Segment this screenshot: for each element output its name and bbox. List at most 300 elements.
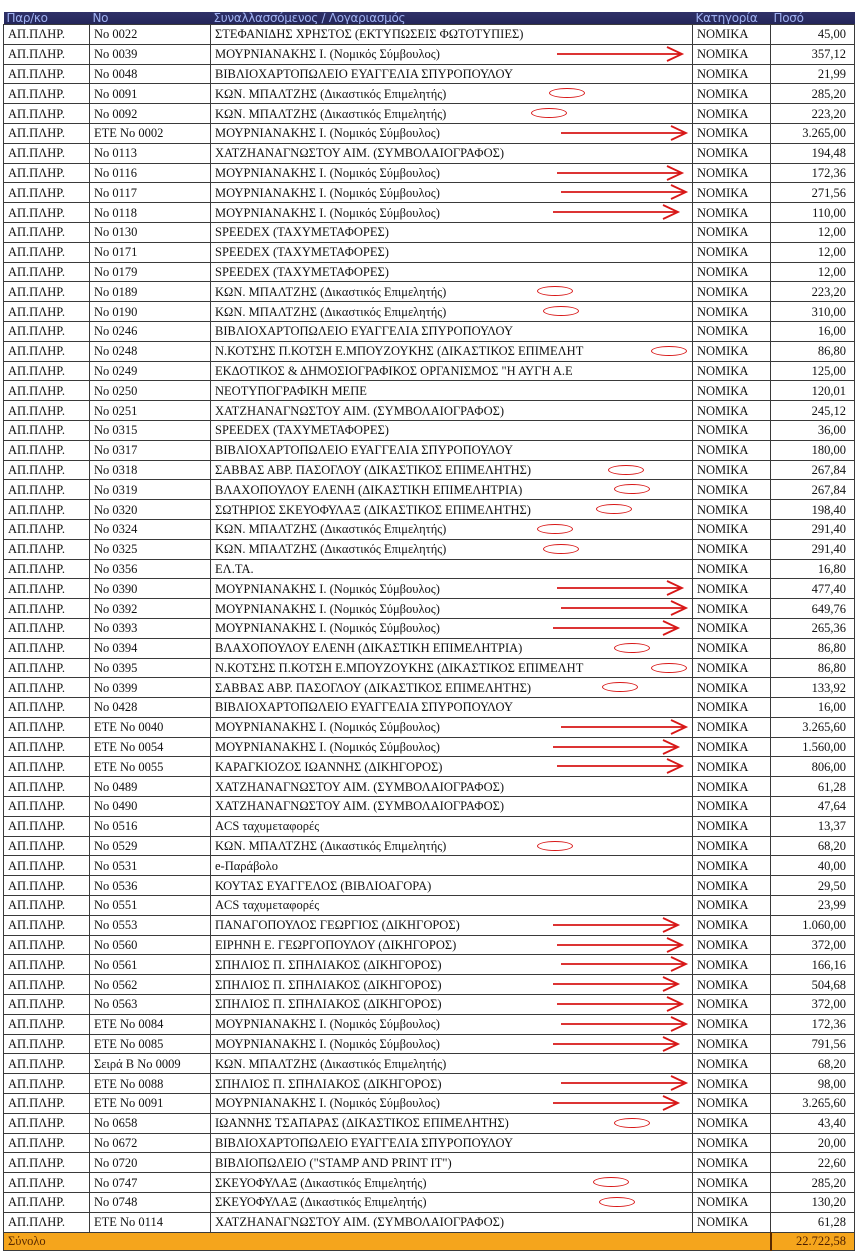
- row-type-cell: [4, 1173, 90, 1193]
- table-row: [4, 1173, 855, 1193]
- row-party-cell: [211, 480, 693, 500]
- row-number-text: ΕΤΕ No 0085: [94, 1037, 164, 1052]
- row-category-cell: [693, 282, 771, 302]
- row-number-cell: [90, 856, 211, 876]
- row-party-text: ΜΟΥΡΝΙΑΝΑΚΗΣ Ι. (Νομικός Σύμβουλος): [215, 205, 440, 220]
- row-category-text: ΝΟΜΙΚΑ: [697, 898, 749, 913]
- row-party-cell: [211, 222, 693, 242]
- row-type-text: ΑΠ.ΠΛΗΡ.: [8, 66, 66, 81]
- row-party-cell: [211, 460, 693, 480]
- row-amount-cell: [771, 1034, 855, 1054]
- table-row: [4, 104, 855, 124]
- row-type-cell: [4, 1113, 90, 1133]
- row-amount-text: 310,00: [811, 304, 846, 319]
- table-row: [4, 222, 855, 242]
- row-type-text: ΑΠ.ΠΛΗΡ.: [8, 1136, 66, 1151]
- table-row: [4, 658, 855, 678]
- row-party-text: ΜΟΥΡΝΙΑΝΑΚΗΣ Ι. (Νομικός Σύμβουλος): [215, 1017, 440, 1032]
- row-amount-text: 68,20: [817, 1056, 846, 1071]
- row-amount-cell: [771, 163, 855, 183]
- row-number-cell: [90, 1193, 211, 1213]
- row-category-cell: [693, 539, 771, 559]
- row-amount-cell: [771, 282, 855, 302]
- total-label: Σύνολο: [4, 1232, 771, 1250]
- red-arrow-annotation-icon: [555, 45, 685, 63]
- table-row: [4, 262, 855, 282]
- row-type-cell: [4, 896, 90, 916]
- row-category-text: ΝΟΜΙΚΑ: [697, 700, 749, 715]
- row-party-text: ΚΩΝ. ΜΠΑΛΤΖΗΣ (Δικαστικός Επιμελητής): [215, 1056, 447, 1071]
- row-amount-text: 16,00: [817, 324, 846, 339]
- row-number-text: No 0395: [94, 660, 138, 675]
- row-amount-text: 372,00: [811, 938, 846, 953]
- table-row: [4, 797, 855, 817]
- row-category-cell: [693, 678, 771, 698]
- row-category-cell: [693, 975, 771, 995]
- row-number-cell: [90, 440, 211, 460]
- row-amount-cell: [771, 539, 855, 559]
- header-category: Κατηγορία: [693, 12, 771, 25]
- row-type-cell: [4, 816, 90, 836]
- row-party-cell: [211, 25, 693, 45]
- row-party-cell: [211, 183, 693, 203]
- row-amount-text: 271,56: [811, 185, 846, 200]
- row-category-text: ΝΟΜΙΚΑ: [697, 799, 749, 814]
- row-amount-cell: [771, 1094, 855, 1114]
- table-row: [4, 777, 855, 797]
- row-category-text: ΝΟΜΙΚΑ: [697, 542, 749, 557]
- red-arrow-annotation-icon: [551, 203, 681, 221]
- row-amount-text: 68,20: [817, 839, 846, 854]
- table-row: [4, 401, 855, 421]
- row-type-text: ΑΠ.ΠΛΗΡ.: [8, 383, 66, 398]
- row-party-cell: [211, 1173, 693, 1193]
- row-number-text: No 0356: [94, 561, 138, 576]
- row-category-text: ΝΟΜΙΚΑ: [697, 205, 749, 220]
- row-category-cell: [693, 341, 771, 361]
- row-number-cell: [90, 836, 211, 856]
- row-type-text: ΑΠ.ΠΛΗΡ.: [8, 641, 66, 656]
- row-number-cell: [90, 123, 211, 143]
- row-number-cell: [90, 955, 211, 975]
- row-party-text: ΠΑΝΑΓΟΠΟΥΛΟΣ ΓΕΩΡΓΙΟΣ (ΔΙΚΗΓΟΡΟΣ): [215, 918, 460, 933]
- row-category-cell: [693, 381, 771, 401]
- row-category-text: ΝΟΜΙΚΑ: [697, 680, 749, 695]
- table-row: [4, 282, 855, 302]
- row-party-cell: [211, 915, 693, 935]
- row-number-cell: [90, 995, 211, 1015]
- header-party: Συναλλασσόμενος / Λογαριασμός: [211, 12, 693, 25]
- table-row: [4, 816, 855, 836]
- table-row: [4, 183, 855, 203]
- row-amount-text: 12,00: [817, 245, 846, 260]
- row-category-text: ΝΟΜΙΚΑ: [697, 66, 749, 81]
- row-category-text: ΝΟΜΙΚΑ: [697, 1175, 749, 1190]
- row-number-text: No 0039: [94, 47, 138, 62]
- table-row: [4, 500, 855, 520]
- row-number-text: No 0171: [94, 245, 138, 260]
- row-amount-cell: [771, 935, 855, 955]
- row-amount-text: 245,12: [811, 403, 846, 418]
- row-type-cell: [4, 222, 90, 242]
- red-ellipse-annotation-icon: [537, 524, 573, 534]
- row-category-cell: [693, 44, 771, 64]
- row-amount-cell: [771, 836, 855, 856]
- row-party-cell: [211, 698, 693, 718]
- row-amount-text: 110,00: [812, 205, 846, 220]
- row-category-cell: [693, 737, 771, 757]
- row-party-cell: [211, 104, 693, 124]
- table-row: [4, 1212, 855, 1232]
- table-row: [4, 381, 855, 401]
- row-number-cell: [90, 618, 211, 638]
- row-category-text: ΝΟΜΙΚΑ: [697, 264, 749, 279]
- row-number-cell: [90, 262, 211, 282]
- table-row: [4, 975, 855, 995]
- row-number-cell: [90, 717, 211, 737]
- row-type-text: ΑΠ.ΠΛΗΡ.: [8, 799, 66, 814]
- row-amount-text: 791,56: [811, 1037, 846, 1052]
- row-amount-cell: [771, 222, 855, 242]
- table-row: [4, 1054, 855, 1074]
- row-party-text: ΒΙΒΛΙΟΧΑΡΤΟΠΩΛΕΙΟ ΕΥΑΓΓΕΛΙΑ ΣΠΥΡΟΠΟΥΛΟΥ: [215, 443, 513, 458]
- row-category-text: ΝΟΜΙΚΑ: [697, 858, 749, 873]
- row-category-cell: [693, 658, 771, 678]
- row-category-text: ΝΟΜΙΚΑ: [697, 1017, 749, 1032]
- table-row: [4, 460, 855, 480]
- row-type-text: ΑΠ.ΠΛΗΡ.: [8, 27, 66, 42]
- red-arrow-annotation-icon: [555, 995, 685, 1013]
- row-amount-cell: [771, 618, 855, 638]
- row-type-cell: [4, 955, 90, 975]
- row-category-cell: [693, 1212, 771, 1232]
- row-party-cell: [211, 242, 693, 262]
- row-category-text: ΝΟΜΙΚΑ: [697, 1076, 749, 1091]
- row-category-text: ΝΟΜΙΚΑ: [697, 363, 749, 378]
- table-row: [4, 1133, 855, 1153]
- red-arrow-annotation-icon: [559, 955, 689, 973]
- row-number-text: ΕΤΕ No 0091: [94, 1096, 164, 1111]
- row-type-cell: [4, 242, 90, 262]
- row-type-text: ΑΠ.ΠΛΗΡ.: [8, 542, 66, 557]
- table-row: [4, 856, 855, 876]
- red-arrow-annotation-icon: [555, 579, 685, 597]
- row-amount-text: 267,84: [811, 462, 846, 477]
- row-category-cell: [693, 935, 771, 955]
- row-category-text: ΝΟΜΙΚΑ: [697, 621, 749, 636]
- red-ellipse-annotation-icon: [549, 88, 585, 98]
- row-type-cell: [4, 539, 90, 559]
- row-number-cell: [90, 1054, 211, 1074]
- expense-table-sheet: [3, 12, 854, 1251]
- row-party-cell: [211, 1153, 693, 1173]
- row-amount-cell: [771, 104, 855, 124]
- row-amount-text: 3.265,60: [802, 1096, 846, 1111]
- row-category-cell: [693, 816, 771, 836]
- row-party-cell: [211, 579, 693, 599]
- row-number-text: No 0113: [94, 146, 137, 161]
- row-number-cell: [90, 975, 211, 995]
- row-number-cell: [90, 222, 211, 242]
- row-number-cell: [90, 401, 211, 421]
- row-amount-cell: [771, 717, 855, 737]
- row-type-text: ΑΠ.ΠΛΗΡ.: [8, 819, 66, 834]
- row-party-text: ΜΟΥΡΝΙΑΝΑΚΗΣ Ι. (Νομικός Σύμβουλος): [215, 621, 440, 636]
- row-type-cell: [4, 143, 90, 163]
- row-category-text: ΝΟΜΙΚΑ: [697, 1116, 749, 1131]
- row-amount-cell: [771, 381, 855, 401]
- row-amount-cell: [771, 599, 855, 619]
- row-category-cell: [693, 638, 771, 658]
- row-type-cell: [4, 64, 90, 84]
- row-type-cell: [4, 381, 90, 401]
- row-number-cell: [90, 1074, 211, 1094]
- row-type-text: ΑΠ.ΠΛΗΡ.: [8, 839, 66, 854]
- row-amount-cell: [771, 915, 855, 935]
- table-row: [4, 1094, 855, 1114]
- row-number-text: No 0189: [94, 284, 138, 299]
- row-type-text: ΑΠ.ΠΛΗΡ.: [8, 1195, 66, 1210]
- row-amount-text: 265,36: [811, 621, 846, 636]
- row-party-text: ΚΑΡΑΓΚΙΟΖΟΣ ΙΩΑΝΝΗΣ (ΔΙΚΗΓΟΡΟΣ): [215, 759, 443, 774]
- row-number-text: No 0747: [94, 1175, 138, 1190]
- row-number-cell: [90, 915, 211, 935]
- row-amount-text: 285,20: [811, 86, 846, 101]
- red-ellipse-annotation-icon: [651, 346, 687, 356]
- table-row: [4, 143, 855, 163]
- red-arrow-annotation-icon: [551, 975, 681, 993]
- row-number-cell: [90, 183, 211, 203]
- row-amount-text: 43,40: [817, 1116, 846, 1131]
- row-type-text: ΑΠ.ΠΛΗΡ.: [8, 165, 66, 180]
- row-type-cell: [4, 935, 90, 955]
- row-party-text: ΣΠΗΛΙΟΣ Π. ΣΠΗΛΙΑΚΟΣ (ΔΙΚΗΓΟΡΟΣ): [215, 977, 442, 992]
- row-amount-cell: [771, 1133, 855, 1153]
- row-amount-cell: [771, 737, 855, 757]
- row-amount-cell: [771, 84, 855, 104]
- row-category-cell: [693, 1074, 771, 1094]
- table-row: [4, 203, 855, 223]
- row-amount-cell: [771, 1113, 855, 1133]
- row-party-text: Ν.ΚΟΤΣΗΣ Π.ΚΟΤΣΗ Ε.ΜΠΟΥΖΟΥΚΗΣ (ΔΙΚΑΣΤΙΚΟΣ ΕΠΙΜΕΛΗΤ: [215, 660, 584, 675]
- row-type-cell: [4, 420, 90, 440]
- row-type-cell: [4, 480, 90, 500]
- row-party-text: SPEEDEX (ΤΑΧΥΜΕΤΑΦΟΡΕΣ): [215, 423, 389, 438]
- row-number-text: No 0325: [94, 542, 138, 557]
- table-row: [4, 915, 855, 935]
- total-amount: 22.722,58: [771, 1232, 855, 1250]
- row-party-text: ΒΛΑΧΟΠΟΥΛΟΥ ΕΛΕΝΗ (ΔΙΚΑΣΤΙΚΗ ΕΠΙΜΕΛΗΤΡΙΑ): [215, 641, 523, 656]
- row-number-cell: [90, 1014, 211, 1034]
- row-party-text: ΒΙΒΛΙΟΧΑΡΤΟΠΩΛΕΙΟ ΕΥΑΓΓΕΛΙΑ ΣΠΥΡΟΠΟΥΛΟΥ: [215, 66, 513, 81]
- row-category-text: ΝΟΜΙΚΑ: [697, 759, 749, 774]
- row-type-cell: [4, 163, 90, 183]
- row-type-cell: [4, 836, 90, 856]
- row-party-text: ΒΙΒΛΙΟΧΑΡΤΟΠΩΛΕΙΟ ΕΥΑΓΓΕΛΙΑ ΣΠΥΡΟΠΟΥΛΟΥ: [215, 1136, 513, 1151]
- table-row: [4, 123, 855, 143]
- row-number-text: No 0428: [94, 700, 138, 715]
- row-category-text: ΝΟΜΙΚΑ: [697, 106, 749, 121]
- row-amount-cell: [771, 757, 855, 777]
- row-party-text: ΣΩΤΗΡΙΟΣ ΣΚΕΥΟΦΥΛΑΞ (ΔΙΚΑΣΤΙΚΟΣ ΕΠΙΜΕΛΗΤΗΣ): [215, 502, 531, 517]
- row-type-text: ΑΠ.ΠΛΗΡ.: [8, 1017, 66, 1032]
- row-number-text: No 0390: [94, 581, 138, 596]
- row-number-text: No 0489: [94, 779, 138, 794]
- row-type-text: ΑΠ.ΠΛΗΡ.: [8, 700, 66, 715]
- table-row: [4, 321, 855, 341]
- row-party-text: ΜΟΥΡΝΙΑΝΑΚΗΣ Ι. (Νομικός Σύμβουλος): [215, 1037, 440, 1052]
- row-party-text: ΒΙΒΛΙΟΧΑΡΤΟΠΩΛΕΙΟ ΕΥΑΓΓΕΛΙΑ ΣΠΥΡΟΠΟΥΛΟΥ: [215, 324, 513, 339]
- row-category-text: ΝΟΜΙΚΑ: [697, 601, 749, 616]
- row-type-text: ΑΠ.ΠΛΗΡ.: [8, 225, 66, 240]
- table-row: [4, 1113, 855, 1133]
- row-category-text: ΝΟΜΙΚΑ: [697, 819, 749, 834]
- table-row: [4, 1034, 855, 1054]
- row-party-cell: [211, 717, 693, 737]
- row-amount-text: 20,00: [817, 1136, 846, 1151]
- row-party-text: ACS ταχυμεταφορές: [215, 898, 320, 913]
- row-party-text: ΣΑΒΒΑΣ ΑΒΡ. ΠΑΣΟΓΛΟΥ (ΔΙΚΑΣΤΙΚΟΣ ΕΠΙΜΕΛΗΤΗΣ): [215, 462, 532, 477]
- expense-table: [3, 12, 855, 1251]
- row-type-cell: [4, 460, 90, 480]
- row-party-cell: [211, 1113, 693, 1133]
- row-category-cell: [693, 25, 771, 45]
- row-type-text: ΑΠ.ΠΛΗΡ.: [8, 522, 66, 537]
- row-type-text: ΑΠ.ΠΛΗΡ.: [8, 740, 66, 755]
- table-row: [4, 420, 855, 440]
- row-category-text: ΝΟΜΙΚΑ: [697, 522, 749, 537]
- row-category-cell: [693, 64, 771, 84]
- row-amount-text: 172,36: [811, 165, 846, 180]
- row-type-cell: [4, 262, 90, 282]
- row-type-cell: [4, 104, 90, 124]
- red-ellipse-annotation-icon: [531, 108, 567, 118]
- row-type-cell: [4, 519, 90, 539]
- row-party-text: ΧΑΤΖΗΑΝΑΓΝΩΣΤΟΥ ΑΙΜ. (ΣΥΜΒΟΛΑΙΟΓΡΑΦΟΣ): [215, 779, 505, 794]
- table-row: [4, 539, 855, 559]
- row-party-text: e-Παράβολο: [215, 858, 278, 873]
- row-type-text: ΑΠ.ΠΛΗΡ.: [8, 363, 66, 378]
- row-type-text: ΑΠ.ΠΛΗΡ.: [8, 660, 66, 675]
- row-amount-cell: [771, 1193, 855, 1213]
- table-row: [4, 717, 855, 737]
- row-party-cell: [211, 836, 693, 856]
- row-party-text: ΣΚΕΥΟΦΥΛΑΞ (Δικαστικός Επιμελητής): [215, 1175, 427, 1190]
- row-type-text: ΑΠ.ΠΛΗΡ.: [8, 1076, 66, 1091]
- row-number-text: ΕΤΕ No 0054: [94, 740, 164, 755]
- row-type-cell: [4, 698, 90, 718]
- row-number-cell: [90, 480, 211, 500]
- row-amount-text: 291,40: [811, 522, 846, 537]
- row-type-cell: [4, 559, 90, 579]
- row-number-text: No 0315: [94, 423, 138, 438]
- row-number-cell: [90, 163, 211, 183]
- row-party-text: ΣΑΒΒΑΣ ΑΒΡ. ΠΑΣΟΓΛΟΥ (ΔΙΚΑΣΤΙΚΟΣ ΕΠΙΜΕΛΗΤΗΣ): [215, 680, 532, 695]
- row-number-text: No 0531: [94, 858, 138, 873]
- row-type-cell: [4, 500, 90, 520]
- row-amount-cell: [771, 361, 855, 381]
- row-number-cell: [90, 1153, 211, 1173]
- row-category-cell: [693, 1133, 771, 1153]
- row-type-text: ΑΠ.ΠΛΗΡ.: [8, 1096, 66, 1111]
- table-row: [4, 757, 855, 777]
- row-type-text: ΑΠ.ΠΛΗΡ.: [8, 264, 66, 279]
- red-arrow-annotation-icon: [555, 936, 685, 954]
- row-category-cell: [693, 143, 771, 163]
- row-type-text: ΑΠ.ΠΛΗΡ.: [8, 344, 66, 359]
- row-amount-text: 16,00: [817, 700, 846, 715]
- row-amount-text: 61,28: [817, 1215, 846, 1230]
- row-amount-text: 180,00: [811, 443, 846, 458]
- row-category-text: ΝΟΜΙΚΑ: [697, 284, 749, 299]
- row-type-cell: [4, 717, 90, 737]
- row-party-cell: [211, 123, 693, 143]
- row-number-text: ΕΤΕ No 0002: [94, 126, 164, 141]
- row-party-text: ΜΟΥΡΝΙΑΝΑΚΗΣ Ι. (Νομικός Σύμβουλος): [215, 185, 440, 200]
- row-type-cell: [4, 658, 90, 678]
- table-row: [4, 836, 855, 856]
- row-party-text: ΣΚΕΥΟΦΥΛΑΞ (Δικαστικός Επιμελητής): [215, 1195, 427, 1210]
- row-amount-cell: [771, 856, 855, 876]
- row-number-cell: [90, 658, 211, 678]
- row-number-text: No 0317: [94, 443, 138, 458]
- row-number-cell: [90, 1094, 211, 1114]
- table-row: [4, 955, 855, 975]
- row-number-text: No 0490: [94, 799, 138, 814]
- row-category-text: ΝΟΜΙΚΑ: [697, 1056, 749, 1071]
- row-category-cell: [693, 777, 771, 797]
- row-party-text: ΕΙΡΗΝΗ Ε. ΓΕΩΡΓΟΠΟΥΛΟΥ (ΔΙΚΗΓΟΡΟΣ): [215, 938, 457, 953]
- row-number-cell: [90, 64, 211, 84]
- row-party-cell: [211, 519, 693, 539]
- red-ellipse-annotation-icon: [543, 306, 579, 316]
- row-party-text: ΚΩΝ. ΜΠΑΛΤΖΗΣ (Δικαστικός Επιμελητής): [215, 284, 447, 299]
- row-type-text: ΑΠ.ΠΛΗΡ.: [8, 126, 66, 141]
- row-amount-text: 806,00: [811, 759, 846, 774]
- table-body: [4, 25, 855, 1233]
- row-party-text: SPEEDEX (ΤΑΧΥΜΕΤΑΦΟΡΕΣ): [215, 245, 389, 260]
- row-amount-text: 3.265,60: [802, 720, 846, 735]
- row-category-cell: [693, 1113, 771, 1133]
- table-row: [4, 579, 855, 599]
- row-amount-cell: [771, 440, 855, 460]
- row-type-cell: [4, 579, 90, 599]
- row-type-cell: [4, 1193, 90, 1213]
- row-number-text: ΕΤΕ No 0055: [94, 759, 164, 774]
- row-party-cell: [211, 302, 693, 322]
- row-amount-cell: [771, 777, 855, 797]
- row-party-cell: [211, 1074, 693, 1094]
- row-number-cell: [90, 599, 211, 619]
- row-party-cell: [211, 440, 693, 460]
- row-amount-cell: [771, 183, 855, 203]
- row-type-text: ΑΠ.ΠΛΗΡ.: [8, 858, 66, 873]
- row-category-text: ΝΟΜΙΚΑ: [697, 957, 749, 972]
- row-category-cell: [693, 183, 771, 203]
- row-amount-text: 267,84: [811, 482, 846, 497]
- row-type-text: ΑΠ.ΠΛΗΡ.: [8, 898, 66, 913]
- row-party-text: SPEEDEX (ΤΑΧΥΜΕΤΑΦΟΡΕΣ): [215, 225, 389, 240]
- red-ellipse-annotation-icon: [651, 663, 687, 673]
- table-row: [4, 876, 855, 896]
- row-type-text: ΑΠ.ΠΛΗΡ.: [8, 878, 66, 893]
- row-type-cell: [4, 737, 90, 757]
- row-amount-cell: [771, 1074, 855, 1094]
- row-type-cell: [4, 84, 90, 104]
- row-category-cell: [693, 480, 771, 500]
- row-amount-text: 477,40: [811, 581, 846, 596]
- row-amount-cell: [771, 797, 855, 817]
